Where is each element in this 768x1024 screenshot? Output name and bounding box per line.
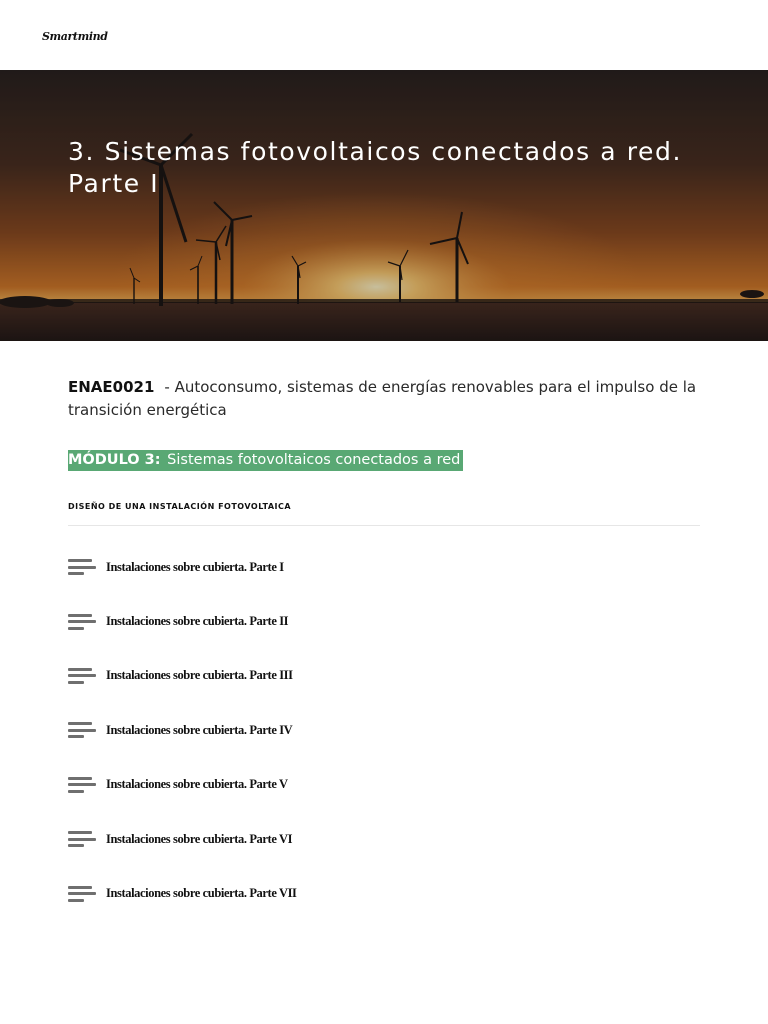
lesson-item-1[interactable] <box>68 540 700 594</box>
lesson-label: Instalaciones sobre cubierta. Parte III <box>106 668 293 683</box>
lesson-list <box>68 540 700 921</box>
course-description: - Autoconsumo, sistemas de energías renovables para el impulso de la transición energética <box>68 378 697 419</box>
lesson-item-4[interactable] <box>68 703 700 757</box>
module-heading <box>68 450 463 471</box>
lesson-label: Instalaciones sobre cubierta. Parte I <box>106 559 284 574</box>
page-title <box>68 136 708 200</box>
lesson-item-3[interactable] <box>68 649 700 703</box>
lesson-item-6[interactable] <box>68 812 700 866</box>
lesson-item-7[interactable] <box>68 866 700 920</box>
course-code: ENAE0021 <box>68 378 155 396</box>
module-label: MÓDULO 3: <box>68 452 161 468</box>
page-title-line-2: Parte I <box>68 169 160 198</box>
section-divider <box>68 525 700 526</box>
lesson-label: Instalaciones sobre cubierta. Parte VII <box>106 886 297 901</box>
list-icon <box>68 827 96 851</box>
list-icon <box>68 882 96 906</box>
lesson-item-2[interactable] <box>68 594 700 648</box>
lesson-label: Instalaciones sobre cubierta. Parte II <box>106 614 289 629</box>
page-title-line-1: 3. Sistemas fotovoltaicos conectados a red. <box>68 137 683 166</box>
list-icon <box>68 664 96 688</box>
module-title: Sistemas fotovoltaicos conectados a red <box>167 452 461 468</box>
lesson-label: Instalaciones sobre cubierta. Parte IV <box>106 722 293 737</box>
list-icon <box>68 773 96 797</box>
lesson-label: Instalaciones sobre cubierta. Parte VI <box>106 831 293 846</box>
list-icon <box>68 718 96 742</box>
section-title: DISEÑO DE UNA INSTALACIÓN FOTOVOLTAICA <box>68 502 292 511</box>
hero-background-image <box>0 70 768 341</box>
brand-logo[interactable]: Smartmind <box>42 30 108 43</box>
list-icon <box>68 555 96 579</box>
lesson-item-5[interactable] <box>68 758 700 812</box>
hero-banner <box>0 70 768 341</box>
course-info <box>68 376 708 422</box>
list-icon <box>68 610 96 634</box>
lesson-label: Instalaciones sobre cubierta. Parte V <box>106 777 288 792</box>
